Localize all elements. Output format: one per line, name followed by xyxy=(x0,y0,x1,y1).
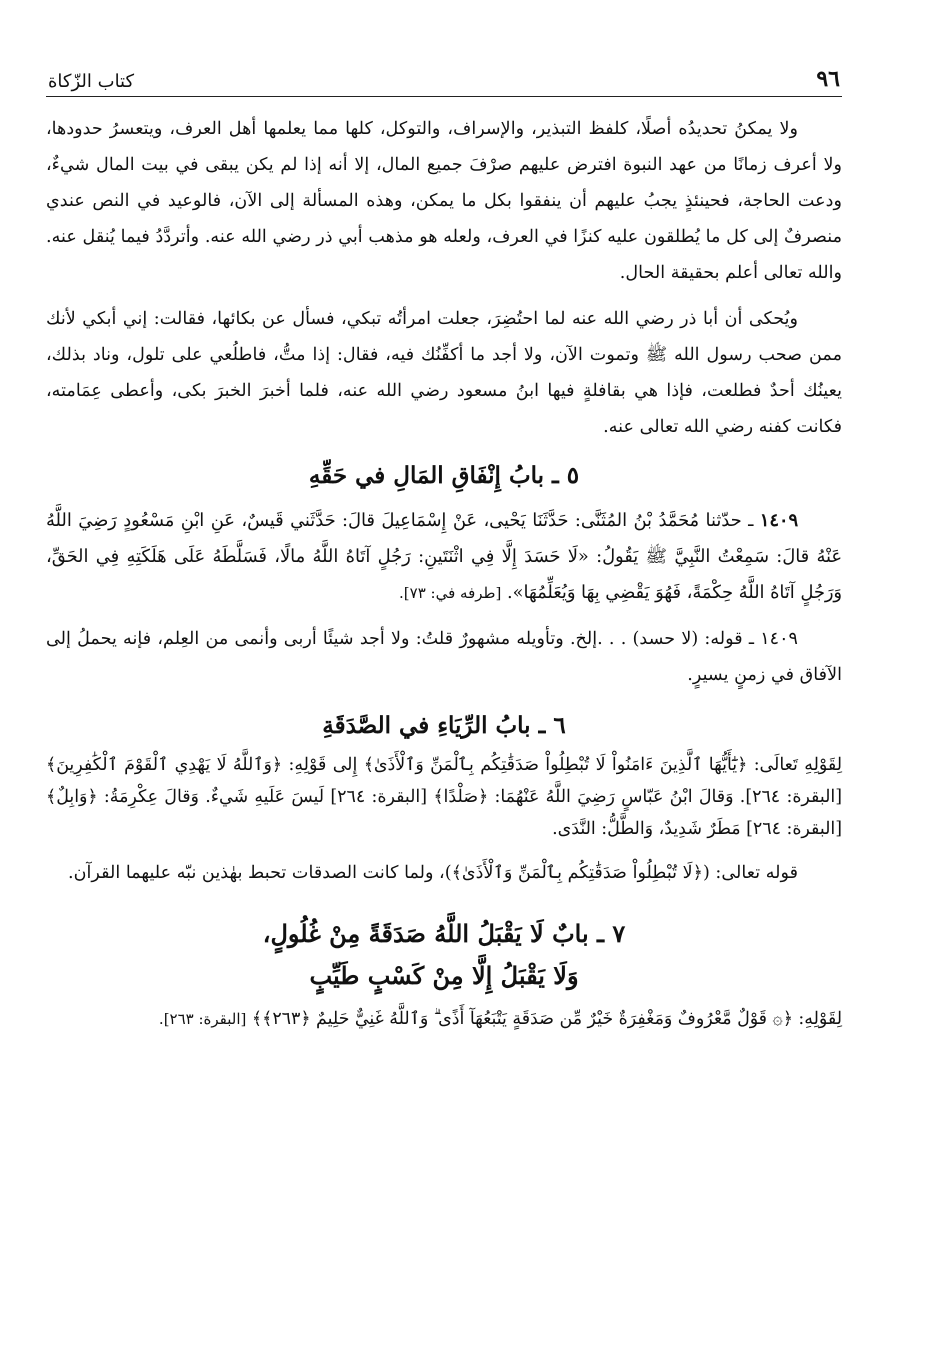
chapter-heading-7-line-1: ٧ ـ بابٌ لَا يَقْبَلُ اللَّهُ صَدَقَةً مِنْ غُلُولٍ، xyxy=(262,919,626,948)
page-number: ٩٦ xyxy=(816,66,840,92)
chapter-7-verse-text: لِقَوْلِهِ: ﴿۞ قَوْلٌ مَّعْرُوفٌ وَمَغْفِرَةٌ خَيْرٌ مِّن صَدَقَةٍ يَتْبَعُهَآ أَذًى ۗ وَٱللَّهُ غَنِيٌّ حَلِيمٌ ﴿٢٦٣﴾﴾ xyxy=(251,1009,842,1029)
chapter-7-verse-reference: [البقرة: ٢٦٣]. xyxy=(158,1010,247,1028)
chapter-6-verses: لِقَوْلِهِ تَعالَى: ﴿يَٰٓأَيُّهَا ٱلَّذِينَ ءَامَنُواْ لَا تُبْطِلُواْ صَدَقَٰتِكُم بِٱلْمَنِّ وَٱلْأَذَىٰ﴾ إِلى قَوْلِهِ: ﴿وَٱللَّهُ لَا يَهْدِي ٱلْقَوْمَ ٱلْكَٰفِرِينَ﴾ [البقرة: ٢٦٤]. وَقالَ ابْنُ عَبّاسٍ رَضِيَ اللَّهُ عَنْهُمَا: ﴿صَلْدًا﴾ [البقرة: ٢٦٤] لَيسَ عَلَيهِ شَيءٌ. وَقالَ عِكْرِمَةُ: ﴿وَابِلٌ﴾ [البقرة: ٢٦٤] مَطَرٌ شَدِيدٌ، وَالطَّلُّ: النَّدَى. xyxy=(46,755,842,839)
hadith-1409 xyxy=(46,503,842,611)
paragraph-abu-dhar-story: ويُحكى أن أبا ذر رضي الله عنه لما احتُضِرَ، جعلت امرأتُه تبكي، فسأل عن بكائها، فقالت: إني أبكي لأنك ممن صحب رسول الله ﷺ وتموت الآن، ولا أجد ما أكفِّنُك فيه، فقال: إذا متُّ، فاطلُعي على تلول، وناد بذلك، يعينُك أحدٌ فطلعت، فإذا هي بقافلةٍ فيها ابنُ مسعود رضي الله عنه، فلما أخبرَ الخبرَ بكى، وأعطى عِمَامته، فكانت كفنه رضي الله تعالى عنه. xyxy=(46,309,842,437)
hadith-reference: [طرفه في: ٧٣]. xyxy=(399,584,502,602)
book-title: كتاب الزّكاة xyxy=(48,71,135,92)
chapter-7-verse xyxy=(46,1003,842,1035)
page-header xyxy=(46,52,842,97)
chapter-heading-6: ٦ ـ بابُ الرِّيَاءِ في الصَّدَقَةِ xyxy=(322,712,566,739)
chapter-heading-7-line-2: وَلَا يَقْبَلُ إِلَّا مِنْ كَسْبٍ طَيِّبٍ xyxy=(309,961,579,990)
chapter-6-commentary: قوله تعالى: (﴿لَا تُبْطِلُواْ صَدَقَٰتِكُم بِٱلْمَنِّ وَٱلْأَذَىٰ﴾)، ولما كانت الصدقات تحبط بهٰذين نبّه عليهما القرآن. xyxy=(67,863,798,883)
hadith-number: ١٤٠٩ xyxy=(759,510,798,531)
commentary-text: ـ قوله: (لا حسد) . . .إلخ. وتأويله مشهورٌ قلتُ: ولا أجد شيئًا أربى وأنمى من العِلم، فإنه يحملُ إلى الآفاق في زمنٍ يسيرٍ. xyxy=(46,629,842,685)
paragraph-commentary-1: ولا يمكنُ تحديدُه أصلًا، كلفظ التبذير، والإسراف، والتوكل، كلها مما يعلمها أهل العرف، ويتعسرُ حدودها، ولا أعرف زمانًا من عهد النبوة افترض عليهم صرْفَ جميع المال، إلا أنه إذا لم يكن يبقى في بيت المال شيءٌ، ودعت الحاجة، فحينئذٍ يجبُ عليهم أن ينفقوا بكل ما يمكن، وهذه المسألة إلى الآن، فالوعيد في النص عندي منصرفٌ إلى كل ما يُطلقون عليه كنزًا في العرف، ولعله هو مذهب أبي ذر رضي الله عنه. وأتردَّدُ فيما يُنقل عنه. والله تعالى أعلم بحقيقة الحال. xyxy=(46,119,842,283)
commentary-number: ١٤٠٩ xyxy=(760,629,799,649)
book-page xyxy=(46,52,842,1035)
chapter-heading-5: ٥ ـ بابُ إِنْفَاقِ المَالِ في حَقِّهِ xyxy=(308,462,580,489)
chapter-heading-7 xyxy=(46,913,842,997)
hadith-text: ـ حدّثنا مُحَمَّدُ بْنُ المُثَنَّى: حَدَّثَنَا يَحْيى، عَنْ إِسْمَاعِيلَ قالَ: حَدَّثَني قَيسٌ، عَنِ ابْنِ مَسْعُودٍ رَضِيَ اللَّهُ عَنْهُ قالَ: سَمِعْتُ النَّبِيَّ ﷺ يَقُولُ: «لَا حَسَدَ إِلَّا فِي اثْنَتَينِ: رَجُلٍ آتَاهُ اللَّهُ مالًا، فَسَلَّطَهُ عَلَى هَلَكَتِهِ فِي الحَقِّ، وَرَجُلٍ آتَاهُ اللَّهُ حِكْمَةً، فَهُوَ يَقْضِي بِهَا وَيُعَلِّمُهَا». xyxy=(46,510,842,603)
commentary-1409 xyxy=(46,621,842,693)
